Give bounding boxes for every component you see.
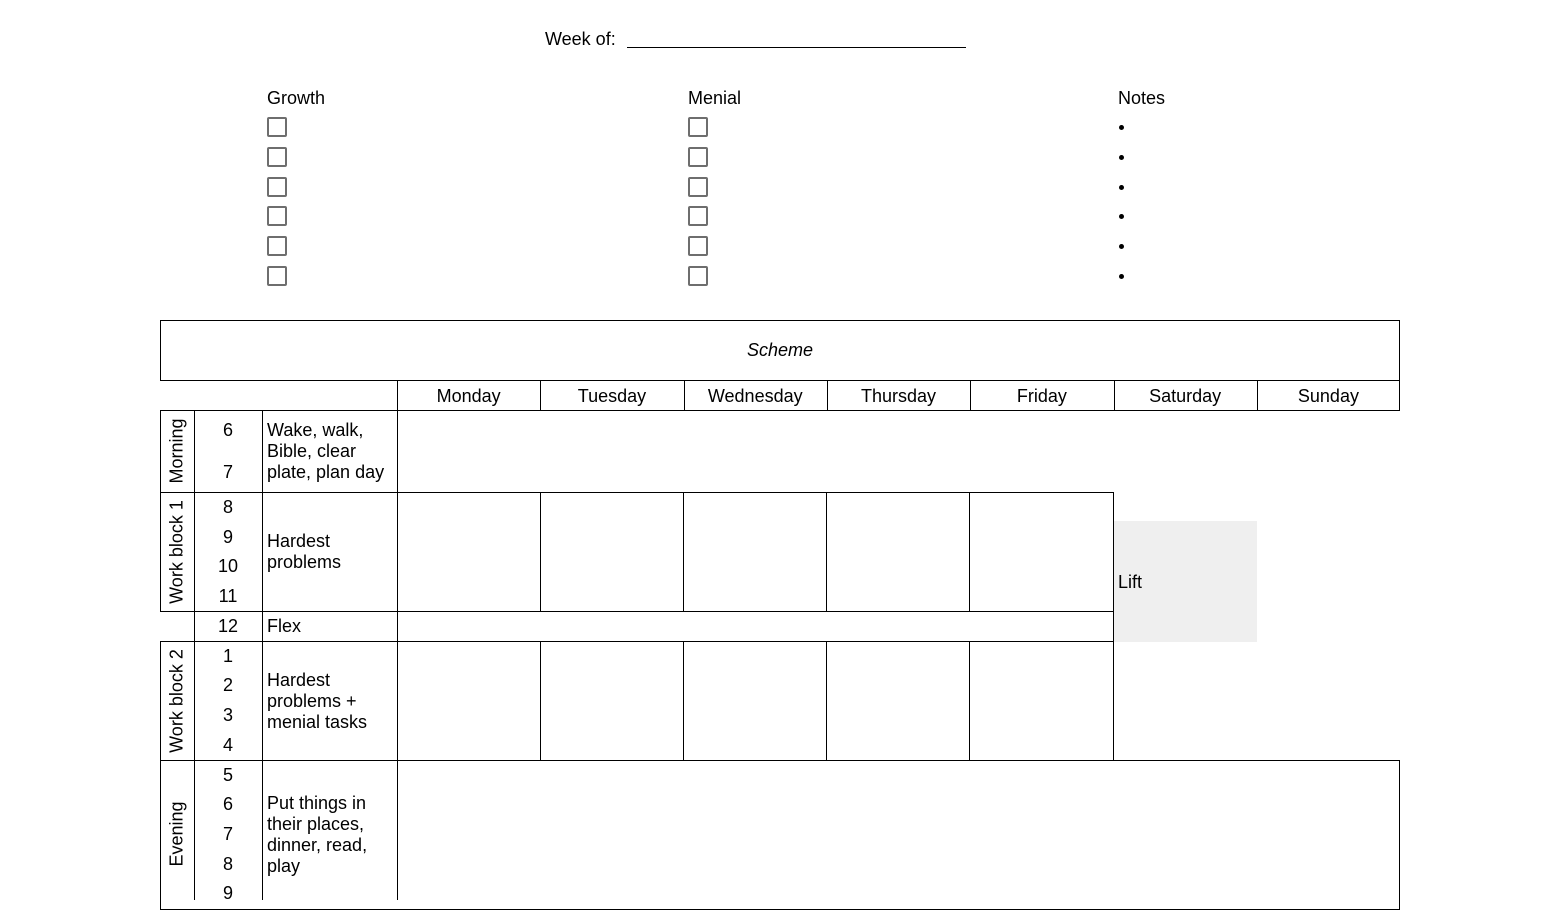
menial-checkbox[interactable]: [688, 206, 708, 226]
notes-title: Notes: [1118, 88, 1166, 108]
lift-label: Lift: [1118, 572, 1143, 592]
hour-label: 6: [222, 420, 233, 440]
work-block-2-activity: Hardest problems + menial tasks: [267, 670, 368, 732]
work-block-1-activity: Hardest problems: [267, 531, 342, 572]
hour-label: 2: [222, 675, 233, 695]
notes-bullet: [1119, 155, 1124, 160]
morning-activity: Wake, walk, Bible, clear plate, plan day: [267, 420, 385, 482]
menial-title: Menial: [688, 88, 742, 108]
growth-title: Growth: [267, 88, 326, 108]
hour-label: 10: [217, 556, 239, 576]
menial-checkbox[interactable]: [688, 266, 708, 286]
week-of-label: Week of:: [545, 29, 616, 49]
notes-bullet: [1119, 214, 1124, 219]
growth-checkbox[interactable]: [267, 147, 287, 167]
hour-label: 9: [222, 883, 233, 903]
hour-label: 5: [222, 765, 233, 785]
notes-bullet: [1119, 185, 1124, 190]
flex-activity: Flex: [267, 616, 302, 636]
day-header-tuesday: Tuesday: [577, 386, 647, 406]
notes-bullet: [1119, 125, 1124, 130]
hour-label: 12: [217, 616, 239, 636]
notes-bullet: [1119, 244, 1124, 249]
hour-label: 1: [222, 646, 233, 666]
notes-bullet: [1119, 274, 1124, 279]
menial-checkbox[interactable]: [688, 117, 708, 137]
growth-checkbox[interactable]: [267, 206, 287, 226]
scheme-title: Scheme: [746, 340, 814, 360]
growth-checkbox[interactable]: [267, 236, 287, 256]
hour-label: 6: [222, 794, 233, 814]
hour-label: 3: [222, 705, 233, 725]
evening-activity: Put things in their places, dinner, read, play: [267, 793, 368, 876]
hour-label: 7: [222, 824, 233, 844]
week-of-field[interactable]: [627, 47, 966, 48]
work-block-2-label: Work block 2: [166, 649, 187, 753]
growth-checkbox[interactable]: [267, 266, 287, 286]
growth-checkbox[interactable]: [267, 177, 287, 197]
work-block-1-label: Work block 1: [166, 500, 187, 604]
day-header-friday: Friday: [1016, 386, 1067, 406]
day-header-saturday: Saturday: [1149, 386, 1222, 406]
day-header-wednesday: Wednesday: [707, 386, 803, 406]
hour-label: 11: [218, 586, 238, 606]
hour-label: 9: [222, 527, 233, 547]
growth-checkbox[interactable]: [267, 117, 287, 137]
day-header-monday: Monday: [436, 386, 501, 406]
hour-label: 7: [222, 462, 233, 482]
morning-label: Morning: [166, 418, 187, 484]
hour-label: 4: [222, 735, 233, 755]
menial-checkbox[interactable]: [688, 147, 708, 167]
hour-label: 8: [222, 854, 233, 874]
hour-label: 8: [222, 497, 233, 517]
flex-row: [194, 611, 1114, 642]
menial-checkbox[interactable]: [688, 236, 708, 256]
menial-checkbox[interactable]: [688, 177, 708, 197]
evening-label: Evening: [166, 801, 187, 867]
day-header-sunday: Sunday: [1297, 386, 1359, 406]
day-header-thursday: Thursday: [861, 386, 937, 406]
